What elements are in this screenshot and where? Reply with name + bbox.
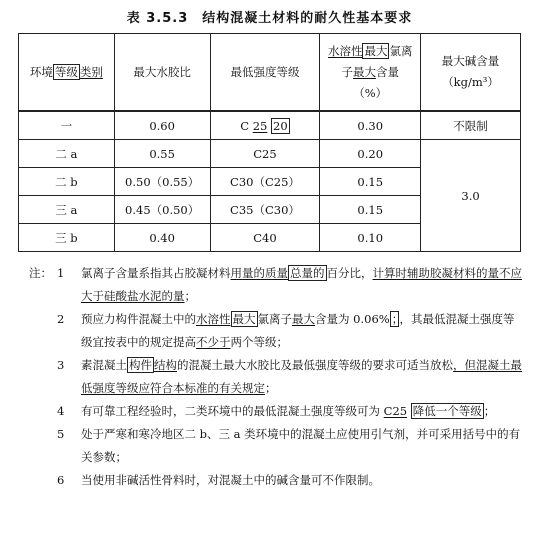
table-header-row bbox=[19, 34, 521, 112]
header-chloride-underlined: 水溶性 bbox=[327, 43, 363, 58]
note-text: 氯离子含量系指其占胶凝材料 bbox=[81, 266, 231, 280]
note-number: 4 bbox=[57, 404, 65, 418]
cell-env: 一 bbox=[19, 111, 115, 140]
table-row bbox=[19, 111, 521, 140]
cell-strength bbox=[210, 111, 320, 140]
note-5 bbox=[29, 423, 525, 469]
header-chloride-boxed: 最大 bbox=[364, 43, 388, 58]
cell-env: 三 b bbox=[19, 224, 115, 252]
note-text: 当使用非碱活性骨料时，对混凝土中的碱含量可不作限制。 bbox=[81, 473, 380, 487]
note-boxed: 总量的 bbox=[290, 266, 325, 280]
cell-env: 二 b bbox=[19, 168, 115, 196]
notes-label: 注： bbox=[29, 266, 52, 280]
durability-table bbox=[18, 33, 521, 252]
cell-wc: 0.40 bbox=[114, 224, 210, 252]
note-text: 预应力构件混凝土中的 bbox=[81, 312, 196, 326]
cell-wc: 0.55 bbox=[114, 140, 210, 168]
cell-chloride: 0.15 bbox=[320, 168, 421, 196]
strength-prefix: C bbox=[240, 118, 250, 133]
header-alkali bbox=[421, 34, 521, 112]
note-boxed: 构件 bbox=[129, 358, 152, 372]
note-text: 氯离子 bbox=[257, 312, 292, 326]
header-chloride-underlined2: 最大 bbox=[352, 64, 376, 79]
note-6 bbox=[29, 469, 525, 492]
cell-chloride: 0.20 bbox=[320, 140, 421, 168]
cell-env: 二 a bbox=[19, 140, 115, 168]
header-chloride-text3: 含量 bbox=[375, 64, 399, 79]
table-title: 表 3.5.3 结构混凝土材料的耐久性基本要求 bbox=[126, 11, 413, 26]
cell-alkali: 不限制 bbox=[421, 111, 521, 140]
cell-env: 三 a bbox=[19, 196, 115, 224]
note-underlined: 计算时辅助胶凝材料的量不应大于硅酸盐水泥的量 bbox=[81, 266, 522, 303]
header-min-strength: 最低强度等级 bbox=[210, 34, 320, 112]
strength-underlined: 25 bbox=[252, 118, 268, 133]
table-row bbox=[19, 140, 521, 168]
header-chloride-unit: （%） bbox=[353, 85, 388, 100]
cell-chloride: 0.15 bbox=[320, 196, 421, 224]
header-max-wc: 最大水胶比 bbox=[114, 34, 210, 112]
note-text: 百分比， bbox=[326, 266, 373, 280]
header-alkali-text: 最大碱含量 bbox=[441, 54, 500, 68]
note-boxed: ； bbox=[391, 312, 398, 326]
strength-boxed: 20 bbox=[273, 118, 288, 133]
header-env-underlined: 类别 bbox=[79, 64, 103, 79]
header-chloride-text: 氯离 bbox=[389, 43, 413, 58]
cell-strength: C25 bbox=[210, 140, 320, 168]
cell-wc: 0.60 bbox=[114, 111, 210, 140]
note-text: 两个等级； bbox=[230, 335, 288, 349]
header-env-text: 环境 bbox=[29, 64, 53, 79]
cell-chloride: 0.30 bbox=[320, 111, 421, 140]
note-number: 2 bbox=[57, 312, 65, 326]
note-text: ； bbox=[265, 381, 277, 395]
note-text: 素混凝土 bbox=[81, 358, 127, 372]
cell-chloride: 0.10 bbox=[320, 224, 421, 252]
note-underlined: 最大 bbox=[292, 312, 315, 326]
note-text: 的混凝土最大水胶比及最低强度等级的要求可适当放松 bbox=[177, 358, 453, 372]
note-4 bbox=[29, 400, 525, 423]
note-text: 含量为 0.06% bbox=[315, 312, 390, 326]
header-chloride bbox=[320, 34, 421, 112]
note-underlined: 水溶性 bbox=[196, 312, 231, 326]
note-3 bbox=[29, 354, 525, 400]
note-number: 3 bbox=[57, 358, 65, 372]
note-text: ，其最低混凝土强度等级宜按表中的规定提高 bbox=[81, 312, 515, 349]
cell-alkali-merged: 3.0 bbox=[421, 140, 521, 252]
note-text: 有可靠工程经验时，二类环境中的最低混凝土强度等级可为 bbox=[81, 404, 384, 418]
cell-wc: 0.45（0.50） bbox=[114, 196, 210, 224]
header-env-boxed: 等级 bbox=[54, 64, 78, 79]
note-boxed: 最大 bbox=[232, 312, 256, 326]
note-number: 5 bbox=[57, 427, 65, 441]
note-number: 6 bbox=[57, 473, 65, 487]
header-environment bbox=[19, 34, 115, 112]
header-alkali-unit: （kg/m³） bbox=[442, 75, 499, 89]
note-boxed: 降低一个等级 bbox=[412, 404, 482, 418]
note-number: 1 bbox=[57, 266, 65, 280]
note-underlined: 不少于 bbox=[196, 335, 231, 349]
note-2 bbox=[29, 308, 525, 354]
cell-wc: 0.50（0.55） bbox=[114, 168, 210, 196]
notes-section bbox=[29, 262, 525, 492]
note-underlined: C25 bbox=[383, 404, 408, 418]
note-underlined: ，但混凝土最低强度等级应符合本标准的有关规定 bbox=[81, 358, 522, 395]
note-text: ； bbox=[184, 289, 196, 303]
note-underlined: 结构 bbox=[154, 358, 177, 372]
note-text: ； bbox=[483, 404, 496, 418]
header-chloride-text2: 子 bbox=[341, 64, 353, 79]
cell-strength: C35（C30） bbox=[210, 196, 320, 224]
note-underlined: 用量的质量 bbox=[230, 266, 288, 280]
note-1 bbox=[29, 262, 525, 308]
note-text: 处于严寒和寒冷地区二 b、三 a 类环境中的混凝土应使用引气剂，并可采用括号中的有关参数； bbox=[81, 427, 521, 464]
cell-strength: C40 bbox=[210, 224, 320, 252]
cell-strength: C30（C25） bbox=[210, 168, 320, 196]
